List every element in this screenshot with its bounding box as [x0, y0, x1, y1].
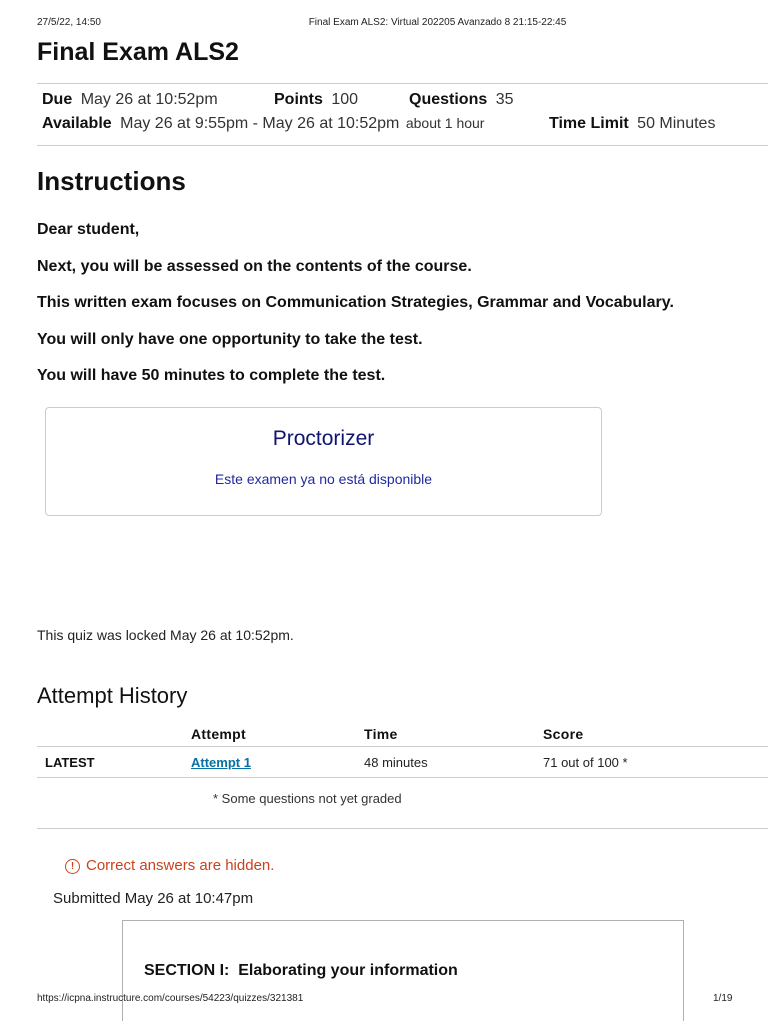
attempt-score: 71 out of 100 *	[543, 755, 628, 770]
questions-detail	[409, 91, 513, 109]
points-value: 100	[331, 91, 359, 108]
available-label: Available	[42, 115, 112, 132]
questions-label: Questions	[409, 91, 488, 108]
grading-footnote: * Some questions not yet graded	[213, 791, 402, 806]
details-top-divider	[37, 83, 768, 84]
points-label: Points	[274, 91, 323, 108]
time-limit-detail	[549, 115, 715, 133]
points-detail	[274, 91, 358, 109]
print-page-number: 1/19	[713, 993, 733, 1004]
attempt-history-heading: Attempt History	[37, 683, 188, 708]
print-url: https://icpna.instructure.com/courses/54223/quizzes/321381	[37, 993, 304, 1004]
due-value: May 26 at 10:52pm	[80, 91, 218, 108]
attempt-link[interactable]: Attempt 1	[191, 755, 251, 770]
proctorizer-message: Este examen ya no está disponible	[214, 471, 433, 487]
instruction-line: Next, you will be assessed on the contents of the course.	[37, 258, 472, 275]
due-label: Due	[42, 91, 73, 108]
attempt-cell	[191, 755, 251, 770]
available-value: May 26 at 9:55pm - May 26 at 10:52pm	[120, 115, 400, 132]
print-document-title: Final Exam ALS2: Virtual 202205 Avanzado 8 21:15-22:45	[308, 17, 567, 28]
print-footer	[0, 993, 768, 1007]
details-bottom-divider	[37, 145, 768, 146]
latest-tag: LATEST	[45, 755, 95, 770]
instruction-line: This written exam focuses on Communication Strategies, Grammar and Vocabulary.	[37, 294, 674, 311]
questions-value: 35	[495, 91, 514, 108]
instructions-heading: Instructions	[37, 166, 186, 196]
print-header	[0, 17, 768, 31]
instruction-line: You will only have one opportunity to take the test.	[37, 331, 423, 348]
quiz-locked-message: This quiz was locked May 26 at 10:52pm.	[37, 627, 294, 643]
proctorizer-title: Proctorizer	[272, 427, 375, 450]
time-limit-label: Time Limit	[549, 115, 629, 132]
instruction-line: Dear student,	[37, 221, 140, 238]
time-limit-value: 50 Minutes	[637, 115, 716, 132]
instruction-line: You will have 50 minutes to complete the test.	[37, 367, 386, 384]
column-header-attempt: Attempt	[191, 726, 246, 742]
results-divider	[37, 828, 768, 829]
answers-hidden-text: Correct answers are hidden.	[86, 857, 275, 874]
column-header-time: Time	[364, 726, 398, 742]
due-detail	[42, 91, 218, 109]
proctorizer-panel	[45, 407, 602, 516]
table-header-divider	[37, 746, 768, 747]
attempt-time: 48 minutes	[364, 755, 428, 770]
available-detail	[42, 115, 484, 133]
print-timestamp: 27/5/22, 14:50	[37, 17, 101, 28]
submitted-timestamp: Submitted May 26 at 10:47pm	[53, 890, 254, 907]
column-header-score: Score	[543, 726, 584, 742]
warning-icon: !	[65, 859, 80, 874]
section-heading: SECTION I: Elaborating your information	[144, 962, 458, 979]
table-row-divider	[37, 777, 768, 778]
answers-hidden-notice	[65, 857, 274, 874]
available-duration: about 1 hour	[405, 115, 485, 131]
quiz-title: Final Exam ALS2	[37, 38, 239, 66]
